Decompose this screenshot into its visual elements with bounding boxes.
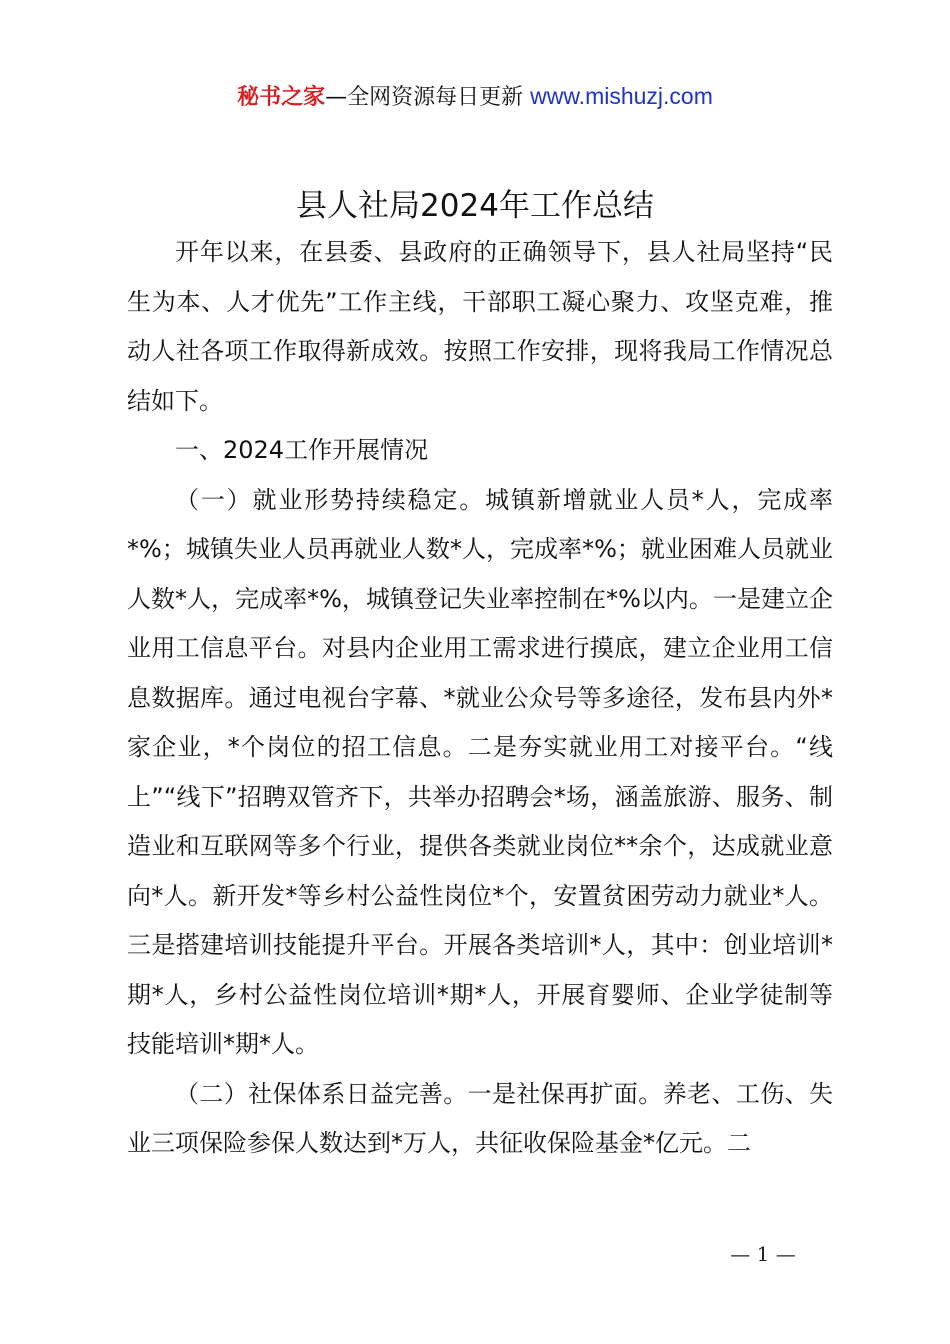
site-url-link[interactable]: www.mishuzj.com — [530, 83, 713, 109]
site-header — [0, 80, 950, 114]
page-number: — 1 — — [730, 1242, 796, 1266]
site-brand: 秘书之家 — [237, 85, 326, 110]
social-security-paragraph: （二）社保体系日益完善。一是社保再扩面。养老、工伤、失业三项保险参保人数达到*万人，共征收保险基金*亿元。二 — [127, 1079, 833, 1157]
intro-paragraph: 开年以来，在县委、县政府的正确领导下，县人社局坚持“民生为本、人才优先”工作主线，干部职工凝心聚力、攻坚克难，推动人社各项工作取得新成效。按照工作安排，现将我局工作情况总结如下。 — [127, 238, 833, 415]
site-tagline: —全网资源每日更新 — [325, 85, 531, 110]
document-body — [127, 228, 833, 1169]
employment-paragraph: （一）就业形势持续稳定。城镇新增就业人员*人，完成率*%；城镇失业人员再就业人数*人，完成率*%；就业困难人员就业人数*人，完成率*%，城镇登记失业率控制在*%以内。一是建立企业用工信息平台。对县内企业用工需求进行摸底，建立企业用工信息数据库。通过电视台字幕、*就业公众号等多途径，发布县内外*家企业，*个岗位的招工信息。二是夯实就业用工对接平台。“线上”“线下”招聘双管齐下，共举办招聘会*场，涵盖旅游、服务、制造业和互联网等多个行业，提供各类就业岗位**余个，达成就业意向*人。新开发*等乡村公益性岗位*个，安置贫困劳动力就业*人。三是搭建培训技能提升平台。开展各类培训*人，其中：创业培训*期*人，乡村公益性岗位培训*期*人，开展育婴师、企业学徒制等技能培训*期*人。 — [127, 485, 833, 1058]
document-title: 县人社局2024年工作总结 — [296, 188, 654, 224]
section-heading: 一、2024工作开展情况 — [175, 436, 429, 464]
